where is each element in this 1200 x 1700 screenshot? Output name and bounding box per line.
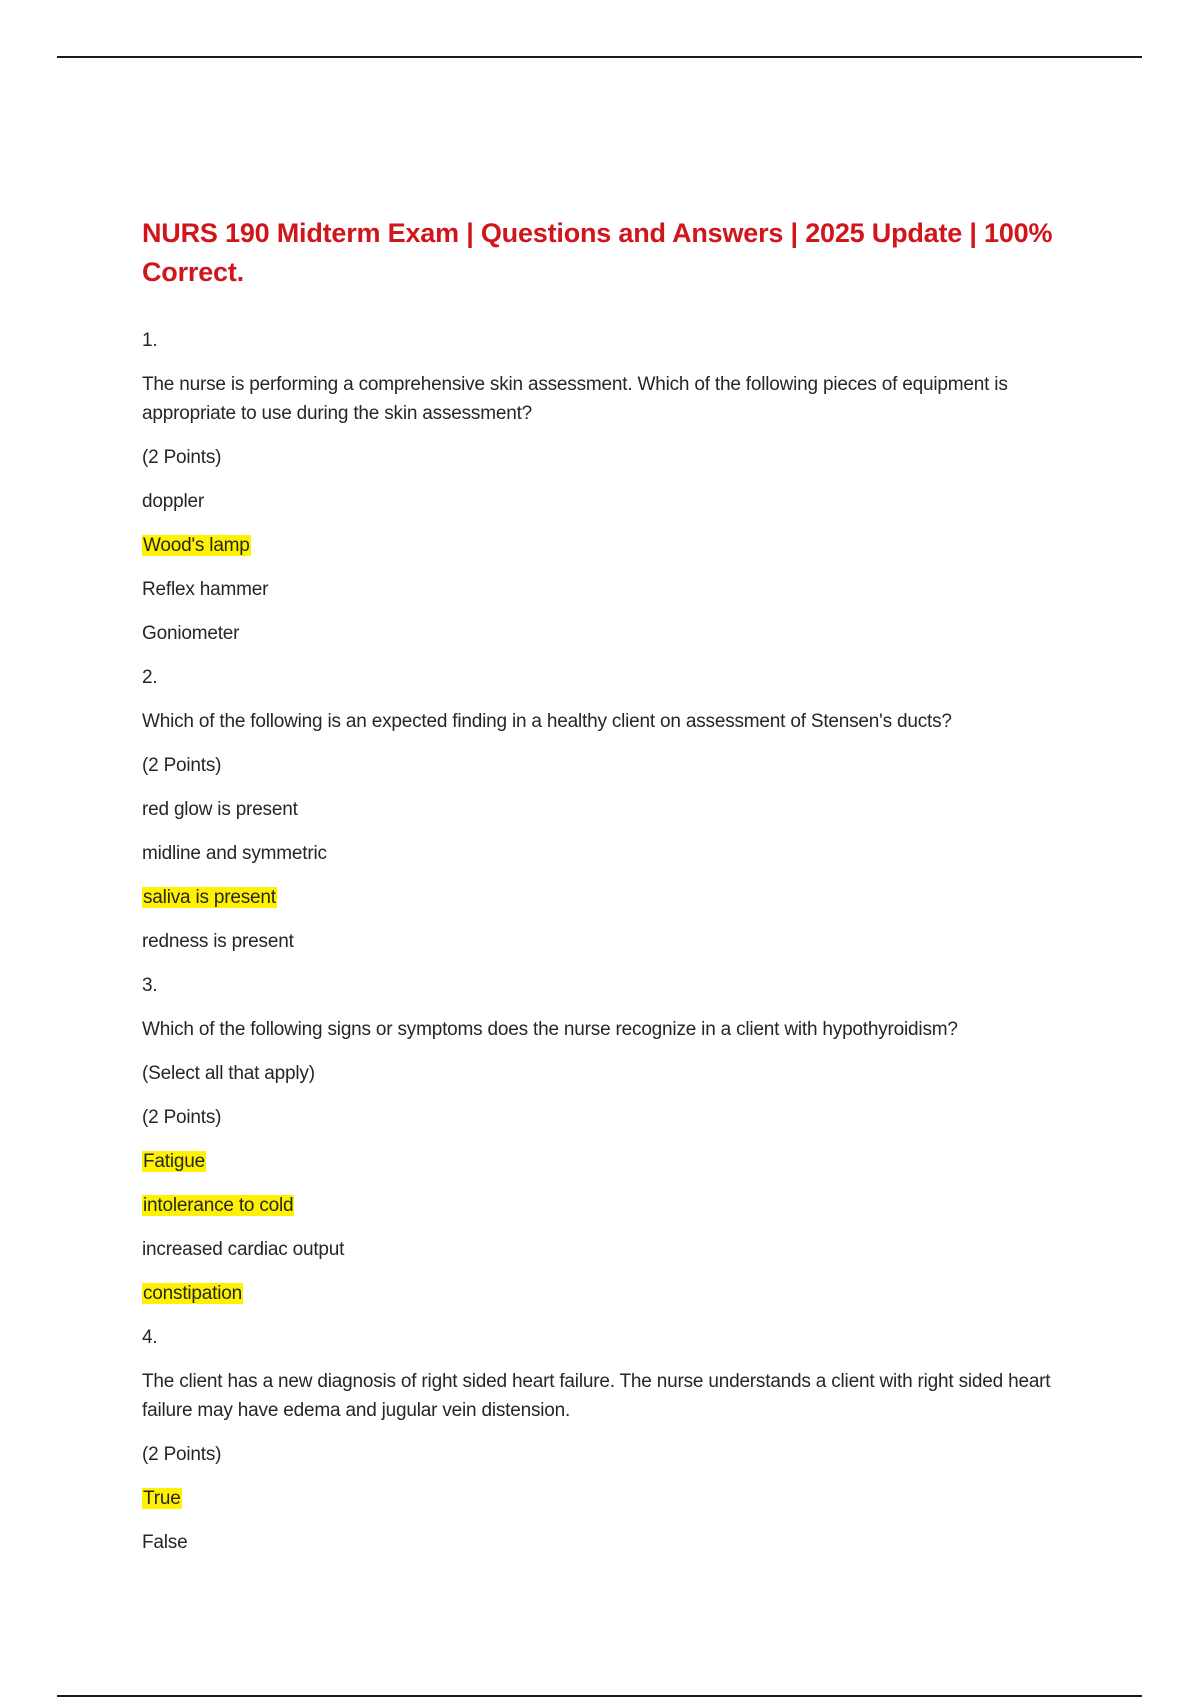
answer-option [142,927,1072,956]
question-stem: Which of the following signs or symptoms does the nurse recognize in a client with hypothyroidism? [142,1019,958,1040]
answer-option [142,795,1072,824]
question-block [142,326,1072,648]
answer-option [142,839,1072,868]
question-block [142,1323,1072,1557]
answer-option [142,1528,1072,1557]
answer-option-correct [142,1279,1072,1308]
question-points: (2 Points) [142,755,222,776]
answer-text: Wood's lamp [143,535,250,556]
question-number: 3. [142,975,158,996]
question-stem: Which of the following is an expected finding in a healthy client on assessment of Stensen's ducts? [142,711,952,732]
document-title: NURS 190 Midterm Exam | Questions and Answers | 2025 Update | 100% Correct. [142,218,1053,287]
answer-text: midline and symmetric [142,843,327,864]
question-stem: The client has a new diagnosis of right sided heart failure. The nurse understands a client with right sided heart failure may have edema and jugular vein distension. [142,1371,1051,1421]
answer-text: doppler [142,491,204,512]
answer-option-correct [142,531,1072,560]
question-points: (2 Points) [142,447,222,468]
answer-text: False [142,1532,188,1553]
question-list [142,326,1072,1557]
answer-option-correct [142,883,1072,912]
question-block [142,663,1072,956]
answer-option-correct [142,1191,1072,1220]
answer-text: constipation [143,1283,243,1304]
answer-option [142,619,1072,648]
answer-text: Goniometer [142,623,240,644]
question-block [142,971,1072,1308]
top-rule [57,56,1142,58]
answer-text: intolerance to cold [143,1195,294,1216]
answer-text: red glow is present [142,799,298,820]
question-stem: The nurse is performing a comprehensive skin assessment. Which of the following pieces of equipment is appropriate to use during the skin assessment? [142,374,1008,424]
exam-document [142,214,1072,1572]
question-number: 1. [142,330,158,351]
question-points: (2 Points) [142,1107,222,1128]
question-number: 2. [142,667,158,688]
answer-option-correct [142,1484,1072,1513]
answer-text: saliva is present [143,887,276,908]
answer-text: increased cardiac output [142,1239,345,1260]
answer-text: Reflex hammer [142,579,269,600]
question-points: (2 Points) [142,1444,222,1465]
answer-text: True [143,1488,181,1509]
answer-text: redness is present [142,931,294,952]
answer-option [142,487,1072,516]
question-number: 4. [142,1327,158,1348]
answer-option [142,1235,1072,1264]
answer-option [142,575,1072,604]
answer-text: Fatigue [143,1151,205,1172]
bottom-rule [57,1695,1142,1697]
question-note: (Select all that apply) [142,1063,315,1084]
answer-option-correct [142,1147,1072,1176]
